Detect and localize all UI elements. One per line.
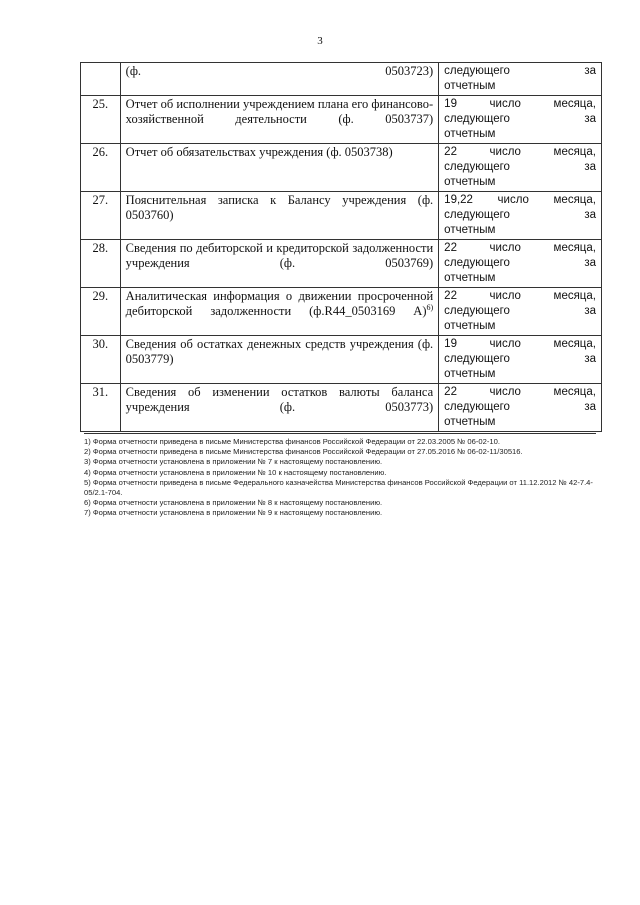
deadline-word: 22 xyxy=(444,146,457,158)
deadline-word: месяца, xyxy=(553,338,596,350)
deadline-word: месяца, xyxy=(553,98,596,110)
deadline-word: отчетным xyxy=(444,80,496,92)
form-name: Отчет об исполнении учреждением плана его финансово-хозяйственной деятельности (ф. 0503737) xyxy=(125,97,434,126)
reporting-forms-table xyxy=(80,62,602,432)
deadline-word: число xyxy=(489,146,521,158)
form-name: Аналитическая информация о движении просроченной дебиторской задолженности (ф.R44_0503169 А) xyxy=(125,289,434,318)
footnote: 1) Форма отчетности приведена в письме Министерства финансов Российской Федерации от 22.03.2005 № 06-02-10. xyxy=(84,437,500,446)
deadline-word: 22 xyxy=(444,290,457,302)
deadline-line xyxy=(444,160,596,175)
deadline-word: 22 xyxy=(444,242,457,254)
deadline-word: отчетным xyxy=(444,224,496,236)
row-number: 25. xyxy=(81,96,121,144)
deadline-line xyxy=(444,97,596,112)
deadline-word: число xyxy=(489,242,521,254)
deadline-line xyxy=(444,79,596,94)
deadline-word: следующего xyxy=(444,401,510,413)
table-row xyxy=(81,336,602,384)
footnote: 3) Форма отчетности установлена в приложении № 7 к настоящему постановлению. xyxy=(84,457,383,467)
footnote: 5) Форма отчетности приведена в письме Федерального казначейства Министерства финансов Российской Федерации от 11.12.2012 № 42-7.4-05/2.1-704. xyxy=(84,477,593,498)
deadline-line xyxy=(444,127,596,142)
table-row xyxy=(81,63,602,96)
table-row xyxy=(81,192,602,240)
deadline-word: 19,22 xyxy=(444,194,473,206)
deadline-word: за xyxy=(584,257,596,269)
form-name: (ф. 0503723) xyxy=(125,64,434,78)
table-body xyxy=(81,63,602,432)
form-name-cell xyxy=(120,192,439,240)
deadline-word: отчетным xyxy=(444,128,496,140)
deadline-line xyxy=(444,400,596,415)
deadline-word: за xyxy=(584,353,596,365)
deadline-line xyxy=(444,415,596,430)
deadline-cell xyxy=(439,240,602,288)
deadline-word: следующего xyxy=(444,353,510,365)
deadline-word: за xyxy=(584,209,596,221)
form-name-cell xyxy=(120,384,439,432)
footnote: 6) Форма отчетности установлена в приложении № 8 к настоящему постановлению. xyxy=(84,498,383,508)
row-number: 31. xyxy=(81,384,121,432)
deadline-line xyxy=(444,145,596,160)
form-name: Отчет об обязательствах учреждения (ф. 0503738) xyxy=(125,145,393,159)
deadline-word: следующего xyxy=(444,209,510,221)
deadline-cell xyxy=(439,288,602,336)
footnote-separator xyxy=(84,433,596,434)
table-row xyxy=(81,288,602,336)
deadline-line xyxy=(444,175,596,190)
deadline-word: отчетным xyxy=(444,368,496,380)
deadline-line xyxy=(444,193,596,208)
deadline-word: за xyxy=(584,113,596,125)
deadline-line xyxy=(444,64,596,79)
deadline-line xyxy=(444,385,596,400)
deadline-word: следующего xyxy=(444,305,510,317)
deadline-word: месяца, xyxy=(553,194,596,206)
deadline-word: месяца, xyxy=(553,290,596,302)
footnote: 2) Форма отчетности приведена в письме Министерства финансов Российской Федерации от 27.05.2016 № 06-02-11/30516. xyxy=(84,447,523,457)
form-name-cell xyxy=(120,336,439,384)
deadline-line xyxy=(444,337,596,352)
deadline-cell xyxy=(439,384,602,432)
table-row xyxy=(81,144,602,192)
form-name-cell xyxy=(120,144,439,192)
deadline-line xyxy=(444,112,596,127)
deadline-word: 19 xyxy=(444,98,457,110)
deadline-word: отчетным xyxy=(444,320,496,332)
deadline-line xyxy=(444,223,596,238)
deadline-word: число xyxy=(489,290,521,302)
form-name-cell xyxy=(120,240,439,288)
deadline-word: число xyxy=(489,98,521,110)
deadline-line xyxy=(444,352,596,367)
deadline-word: следующего xyxy=(444,257,510,269)
page-number: 3 xyxy=(317,35,323,47)
deadline-word: следующего xyxy=(444,161,510,173)
deadline-word: число xyxy=(489,386,521,398)
deadline-cell xyxy=(439,63,602,96)
deadline-line xyxy=(444,367,596,382)
deadline-line xyxy=(444,319,596,334)
deadline-word: отчетным xyxy=(444,176,496,188)
deadline-word: следующего xyxy=(444,65,510,77)
deadline-line xyxy=(444,256,596,271)
form-name: Сведения по дебиторской и кредиторской задолженности учреждения (ф. 0503769) xyxy=(125,241,434,270)
deadline-word: за xyxy=(584,161,596,173)
row-number: 26. xyxy=(81,144,121,192)
deadline-word: отчетным xyxy=(444,416,496,428)
deadline-cell xyxy=(439,336,602,384)
deadline-line xyxy=(444,208,596,223)
row-number: 27. xyxy=(81,192,121,240)
deadline-line xyxy=(444,271,596,286)
deadline-line xyxy=(444,304,596,319)
row-number: 30. xyxy=(81,336,121,384)
footnotes xyxy=(84,437,604,519)
deadline-line xyxy=(444,241,596,256)
deadline-word: следующего xyxy=(444,113,510,125)
deadline-cell xyxy=(439,192,602,240)
form-name: Сведения об изменении остатков валюты баланса учреждения (ф. 0503773) xyxy=(125,385,434,414)
table-row xyxy=(81,96,602,144)
footnote-ref: 6) xyxy=(426,302,434,312)
form-name: Пояснительная записка к Балансу учреждения (ф. 0503760) xyxy=(125,193,434,222)
deadline-word: месяца, xyxy=(553,242,596,254)
table-row xyxy=(81,240,602,288)
form-name: Сведения об остатках денежных средств учреждения (ф. 0503779) xyxy=(125,337,434,366)
deadline-word: 19 xyxy=(444,338,457,350)
deadline-word: 22 xyxy=(444,386,457,398)
deadline-cell xyxy=(439,96,602,144)
deadline-word: месяца, xyxy=(553,146,596,158)
deadline-word: отчетным xyxy=(444,272,496,284)
form-name-cell xyxy=(120,63,439,96)
deadline-word: месяца, xyxy=(553,386,596,398)
table-row xyxy=(81,384,602,432)
deadline-word: число xyxy=(497,194,529,206)
deadline-word: число xyxy=(489,338,521,350)
deadline-line xyxy=(444,289,596,304)
row-number: 29. xyxy=(81,288,121,336)
deadline-word: за xyxy=(584,401,596,413)
row-number: 28. xyxy=(81,240,121,288)
form-name-cell xyxy=(120,288,439,336)
footnote: 4) Форма отчетности установлена в приложении № 10 к настоящему постановлению. xyxy=(84,467,387,477)
deadline-word: за xyxy=(584,65,596,77)
form-name-cell xyxy=(120,96,439,144)
row-number xyxy=(81,63,121,96)
footnote: 7) Форма отчетности установлена в приложении № 9 к настоящему постановлению. xyxy=(84,508,383,518)
deadline-cell xyxy=(439,144,602,192)
deadline-word: за xyxy=(584,305,596,317)
